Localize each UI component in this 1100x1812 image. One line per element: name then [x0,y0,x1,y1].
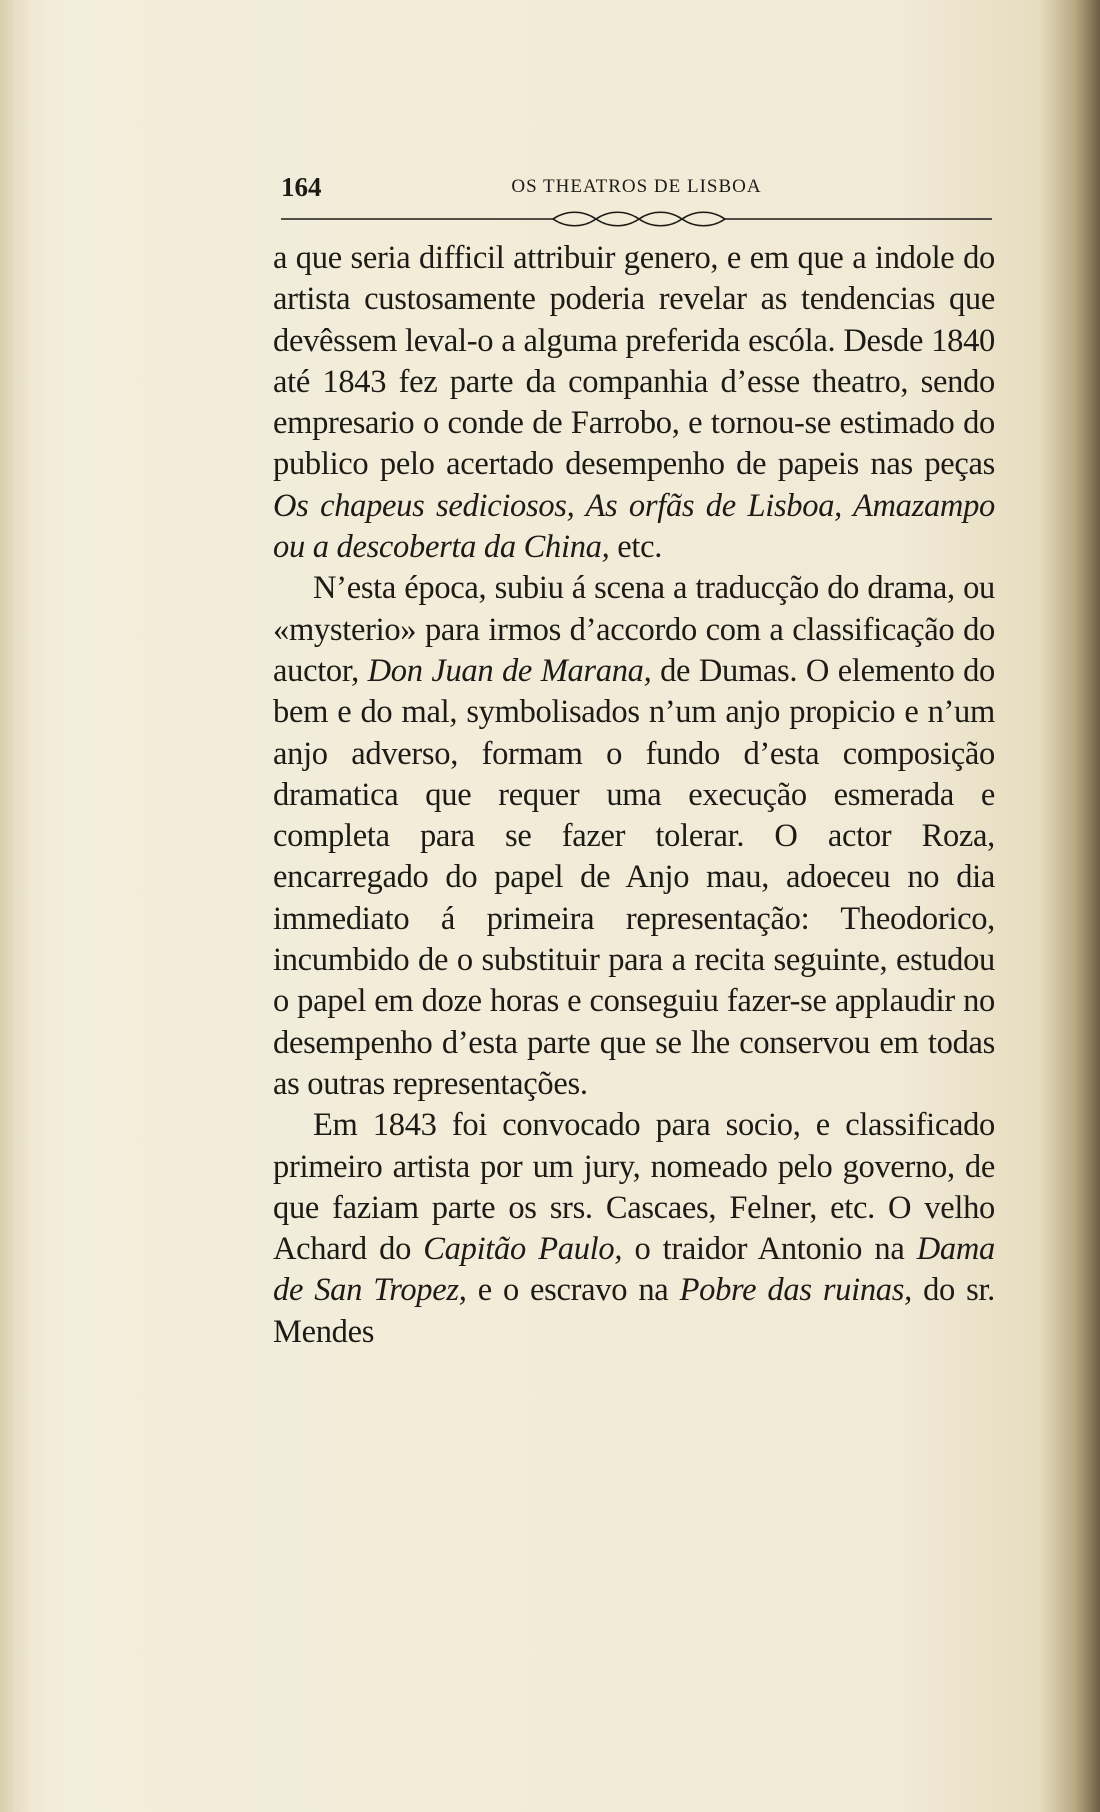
text-run: etc. [609,529,663,566]
text-run: a que seria difficil attribuir genero, e em que a indole do artista custosamente poderia revelar as tendencias que devêssem leval-o a alguma preferida escóla. Desde 1840 até 1843 fez parte da companhia d’esse theatro, sendo empresario o conde de Farrobo, e tornou-se estimado do publico pelo acertado desempenho de papeis nas peças [273,240,995,483]
paragraph-1 [273,238,995,568]
text-run: o traidor Antonio na [622,1231,917,1268]
paragraph-2 [273,568,995,1105]
italic-title-text: Don Juan de Marana, [367,652,652,689]
text-run: e o escravo na [466,1272,680,1309]
italic-title-text: Capitão Paulo, [423,1231,623,1268]
text-run: Em 1843 foi convocado para socio, e classificado primeiro artista por um jury, nomeado pelo governo, de que faziam parte os srs. Cascaes, Felner, etc. O velho Achard do [273,1107,995,1268]
running-title: OS THEATROS DE LISBOA [511,176,762,197]
text-run: do sr. Mendes [273,1272,996,1350]
body-text [273,238,995,1353]
italic-title-text: Dama de San Tropez, [273,1231,995,1309]
text-run: N’esta época, subiu á scena a traducção do drama, ou «mysterio» para irmos d’accordo com a classificação do auctor, [273,570,995,689]
italic-title-text: Os chapeus sediciosos, As orfãs de Lisboa, Amazampo ou a descoberta da China, [273,487,995,566]
gutter-line [14,0,17,1812]
header-ornament-rule [281,208,992,234]
page-number: 164 [281,172,322,202]
text-run: de Dumas. O elemento do bem e do mal, symbolisados n’um anjo propicio e n’um anjo adverso, formam o fundo d’esta composição dramatica que requer uma execução esmerada e completa para se fazer tolerar. O actor Roza, encarregado do papel de Anjo mau, adoeceu no dia immediato á primeira representação: Theodorico, incumbido de o substituir para a recita seguinte, estudou o papel em doze horas e conseguiu fazer-se applaudir no desempenho d’esta parte que se lhe conservou em todas as outras representações. [273,652,995,1102]
italic-title-text: Pobre das ruinas, [679,1272,912,1309]
paragraph-3 [273,1105,995,1353]
page-header [281,172,992,208]
